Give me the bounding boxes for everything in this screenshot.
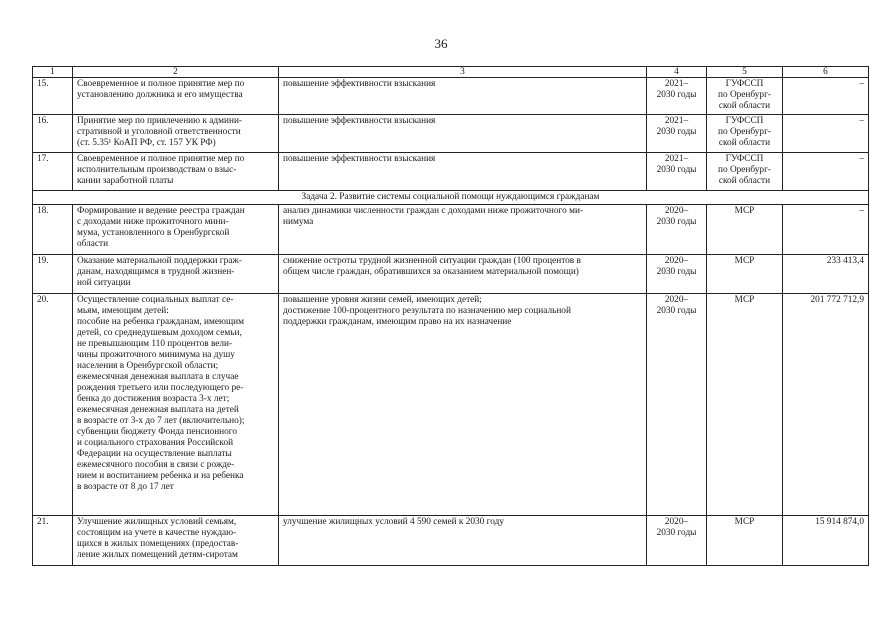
- measure-cell-line: в возрасте от 8 до 17 лет: [77, 482, 174, 492]
- executor-cell: [707, 255, 783, 294]
- executor-cell-line: ской области: [718, 176, 771, 186]
- measure-cell-line: Принятие мер по привлечению к админи-: [77, 116, 243, 126]
- measure-cell-line: (ст. 5.35¹ КоАП РФ, ст. 157 УК РФ): [77, 138, 216, 148]
- measure-cell-line: в возрасте от 3-х до 7 лет (включительно);: [77, 416, 245, 426]
- measure-cell-line: Осуществление социальных выплат се-: [77, 295, 234, 305]
- measure-cell-line: ежемесячного пособия в связи с рожде-: [77, 460, 235, 470]
- amount-cell: –: [783, 115, 869, 153]
- result-cell: [279, 516, 647, 566]
- result-cell: [279, 115, 647, 153]
- period-cell-line: 2020–: [664, 256, 689, 266]
- executor-cell-line: МСР: [734, 206, 755, 216]
- row-number: 16.: [33, 115, 73, 153]
- period-cell: [647, 294, 707, 516]
- measure-cell-line: ежемесячная денежная выплата на детей: [77, 405, 239, 415]
- measure-cell-line: ление жилых помещений детям-сиротам: [77, 550, 238, 560]
- amount-cell: 201 772 712,9: [783, 294, 869, 516]
- measure-cell-line: данам, находящимся в трудной жизнен-: [77, 267, 235, 277]
- column-numbers-row: [33, 67, 869, 78]
- period-cell-line: 2021–: [664, 116, 689, 126]
- measure-cell-line: установлению должника и его имущества: [77, 90, 243, 100]
- row-number: 15.: [33, 78, 73, 115]
- executor-cell: [707, 115, 783, 153]
- executor-cell-line: ГУФССП: [725, 79, 764, 89]
- executor-cell-line: ГУФССП: [725, 116, 764, 126]
- period-cell: [647, 255, 707, 294]
- measure-cell-line: стративной и уголовной ответственности: [77, 127, 241, 137]
- measure-cell: [73, 205, 279, 255]
- measure-cell-line: области: [77, 239, 109, 249]
- row-number: 20.: [33, 294, 73, 516]
- amount-cell: –: [783, 205, 869, 255]
- measure-cell-line: пособие на ребенка гражданам, имеющим: [77, 317, 244, 327]
- row-number: 17.: [33, 153, 73, 191]
- measure-cell-line: Оказание материальной поддержки граж-: [77, 256, 242, 266]
- amount-cell: 15 914 874,0: [783, 516, 869, 566]
- period-cell-line: 2020–: [664, 206, 689, 216]
- executor-cell-line: по Оренбург-: [718, 90, 771, 100]
- measure-cell-line: щихся в жилых помещениях (предостав-: [77, 539, 239, 549]
- row-number: 19.: [33, 255, 73, 294]
- measure-cell-line: Улучшение жилищных условий семьям,: [77, 517, 237, 527]
- table-row: [33, 205, 869, 255]
- table-row: [33, 153, 869, 191]
- measure-cell-line: бенка до достижения возраста 3-х лет;: [77, 394, 230, 404]
- result-cell-line: нимума: [283, 217, 314, 227]
- measure-cell-line: населения в Оренбургской области;: [77, 361, 219, 371]
- executor-cell-line: по Оренбург-: [718, 127, 771, 137]
- result-cell-line: поддержки гражданам, имеющим право на их назначение: [283, 317, 512, 327]
- result-cell-line: общем числе граждан, обратившихся за оказанием материальной помощи): [283, 267, 579, 277]
- measure-cell-line: Формирование и ведение реестра граждан: [77, 206, 245, 216]
- measure-cell-line: мьям, имеющим детей:: [77, 306, 169, 316]
- result-cell: [279, 205, 647, 255]
- period-cell-line: 2030 годы: [656, 306, 697, 316]
- measure-cell: [73, 516, 279, 566]
- measure-cell-line: состоящим на учете в качестве нуждаю-: [77, 528, 237, 538]
- measure-cell-line: чины прожиточного минимума на душу: [77, 350, 235, 360]
- measure-cell-line: и социального страхования Российской: [77, 438, 234, 448]
- measure-cell-line: исполнительным производствам о взыс-: [77, 165, 237, 175]
- col-header-2: 2: [73, 67, 279, 78]
- result-cell: [279, 294, 647, 516]
- period-cell-line: 2030 годы: [656, 267, 697, 277]
- measure-cell: [73, 78, 279, 115]
- result-cell-line: повышение уровня жизни семей, имеющих детей;: [283, 295, 482, 305]
- table-row: [33, 516, 869, 566]
- executor-cell-line: ской области: [718, 138, 771, 148]
- period-cell-line: 2021–: [664, 154, 689, 164]
- period-cell: [647, 153, 707, 191]
- result-cell: [279, 255, 647, 294]
- period-cell-line: 2020–: [664, 295, 689, 305]
- col-header-3: 3: [279, 67, 647, 78]
- measure-cell: [73, 255, 279, 294]
- result-cell-line: повышение эффективности взыскания: [283, 154, 436, 164]
- measure-cell: [73, 294, 279, 516]
- task-title: Задача 2. Развитие системы социальной помощи нуждающимся гражданам: [33, 191, 869, 205]
- executor-cell-line: МСР: [734, 295, 755, 305]
- measure-cell-line: с доходами ниже прожиточного мини-: [77, 217, 229, 227]
- period-cell-line: 2030 годы: [656, 165, 697, 175]
- row-number: 21.: [33, 516, 73, 566]
- measure-cell-line: Федерации на осуществление выплаты: [77, 449, 232, 459]
- amount-cell: –: [783, 78, 869, 115]
- period-cell-line: 2021–: [664, 79, 689, 89]
- result-cell-line: достижение 100-процентного результата по назначению мер социальной: [283, 306, 571, 316]
- col-header-4: 4: [647, 67, 707, 78]
- amount-cell: –: [783, 153, 869, 191]
- col-header-1: 1: [33, 67, 73, 78]
- period-cell-line: 2030 годы: [656, 528, 697, 538]
- result-cell-line: повышение эффективности взыскания: [283, 79, 436, 89]
- executor-cell-line: ской области: [718, 101, 771, 111]
- executor-cell: [707, 205, 783, 255]
- measure-cell-line: ной ситуации: [77, 278, 131, 288]
- result-cell-line: повышение эффективности взыскания: [283, 116, 436, 126]
- measure-cell-line: Своевременное и полное принятие мер по: [77, 79, 245, 89]
- measure-cell-line: мума, установленного в Оренбургской: [77, 228, 230, 238]
- result-cell-line: снижение остроты трудной жизненной ситуации граждан (100 процентов в: [283, 256, 581, 266]
- amount-cell: 233 413,4: [783, 255, 869, 294]
- measure-cell-line: субвенции бюджету Фонда пенсионного: [77, 427, 238, 437]
- table-row: [33, 255, 869, 294]
- period-cell-line: 2030 годы: [656, 127, 697, 137]
- measure-cell-line: рождения третьего или последующего ре-: [77, 383, 244, 393]
- executor-cell-line: ГУФССП: [725, 154, 764, 164]
- col-header-5: 5: [707, 67, 783, 78]
- result-cell-line: анализ динамики численности граждан с доходами ниже прожиточного ми-: [283, 206, 584, 216]
- col-header-6: 6: [783, 67, 869, 78]
- executor-cell: [707, 516, 783, 566]
- period-cell: [647, 205, 707, 255]
- table-row: [33, 294, 869, 516]
- measures-table: [32, 66, 869, 566]
- measure-cell-line: нием и воспитанием ребенка и на ребенка: [77, 471, 244, 481]
- measure-cell-line: кании заработной платы: [77, 176, 174, 186]
- measure-cell-line: не превышающим 110 процентов вели-: [77, 339, 233, 349]
- executor-cell-line: по Оренбург-: [718, 165, 771, 175]
- executor-cell: [707, 78, 783, 115]
- measure-cell-line: ежемесячная денежная выплата в случае: [77, 372, 239, 382]
- executor-cell-line: МСР: [734, 517, 755, 527]
- measure-cell: [73, 153, 279, 191]
- table-row: [33, 115, 869, 153]
- task-heading-row: [33, 191, 869, 205]
- period-cell: [647, 516, 707, 566]
- measure-cell-line: Своевременное и полное принятие мер по: [77, 154, 245, 164]
- result-cell: [279, 153, 647, 191]
- executor-cell-line: МСР: [734, 256, 755, 266]
- row-number: 18.: [33, 205, 73, 255]
- measure-cell-line: детей, со среднедушевым доходом семьи,: [77, 328, 242, 338]
- executor-cell: [707, 153, 783, 191]
- period-cell-line: 2030 годы: [656, 217, 697, 227]
- period-cell-line: 2020–: [664, 517, 689, 527]
- period-cell: [647, 78, 707, 115]
- executor-cell: [707, 294, 783, 516]
- table-row: [33, 78, 869, 115]
- result-cell: [279, 78, 647, 115]
- page-number: 36: [434, 36, 448, 51]
- measure-cell: [73, 115, 279, 153]
- result-cell-line: улучшение жилищных условий 4 590 семей к 2030 году: [283, 517, 505, 527]
- period-cell: [647, 115, 707, 153]
- period-cell-line: 2030 годы: [656, 90, 697, 100]
